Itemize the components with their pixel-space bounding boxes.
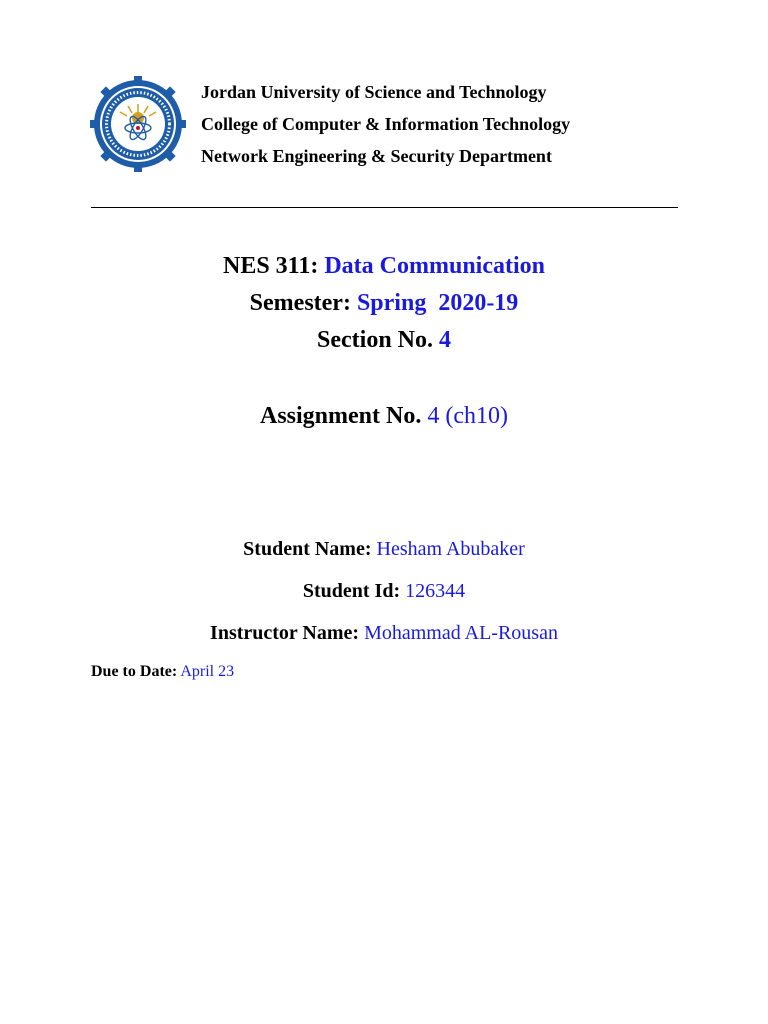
section-line: [0, 327, 768, 354]
assignment-value: 4 (ch10): [427, 403, 508, 429]
course-label: NES 311:: [222, 253, 319, 279]
section-value: 4: [439, 327, 451, 353]
college-name: College of Computer & Information Technology: [201, 114, 571, 134]
university-name: Jordan University of Science and Technology: [201, 82, 547, 102]
instructor-line: [0, 622, 768, 645]
header-divider: [91, 207, 678, 208]
student-id-value: 126344: [405, 580, 466, 602]
institution-header: [201, 76, 570, 172]
student-name-value: Hesham Abubaker: [376, 538, 525, 560]
assignment-label: Assignment No.: [260, 403, 422, 429]
student-name-line: [0, 538, 768, 561]
due-date-label: Due to Date:: [91, 663, 178, 680]
student-name-label: Student Name:: [243, 538, 372, 560]
instructor-label: Instructor Name:: [210, 622, 360, 644]
course-line: [0, 253, 768, 280]
semester-line: [0, 290, 768, 317]
course-name: Data Communication: [324, 253, 546, 279]
due-date-line: [91, 663, 234, 681]
student-id-line: [0, 580, 768, 603]
semester-value: Spring 2020-19: [356, 290, 519, 316]
due-date-value: April 23: [180, 663, 235, 680]
student-id-label: Student Id:: [302, 580, 401, 602]
section-label: Section No.: [317, 327, 433, 353]
semester-label: Semester:: [249, 290, 351, 316]
department-name: Network Engineering & Security Department: [201, 146, 552, 166]
instructor-value: Mohammad AL-Rousan: [364, 622, 558, 644]
university-seal-icon: [90, 76, 186, 172]
assignment-line: [0, 403, 768, 430]
